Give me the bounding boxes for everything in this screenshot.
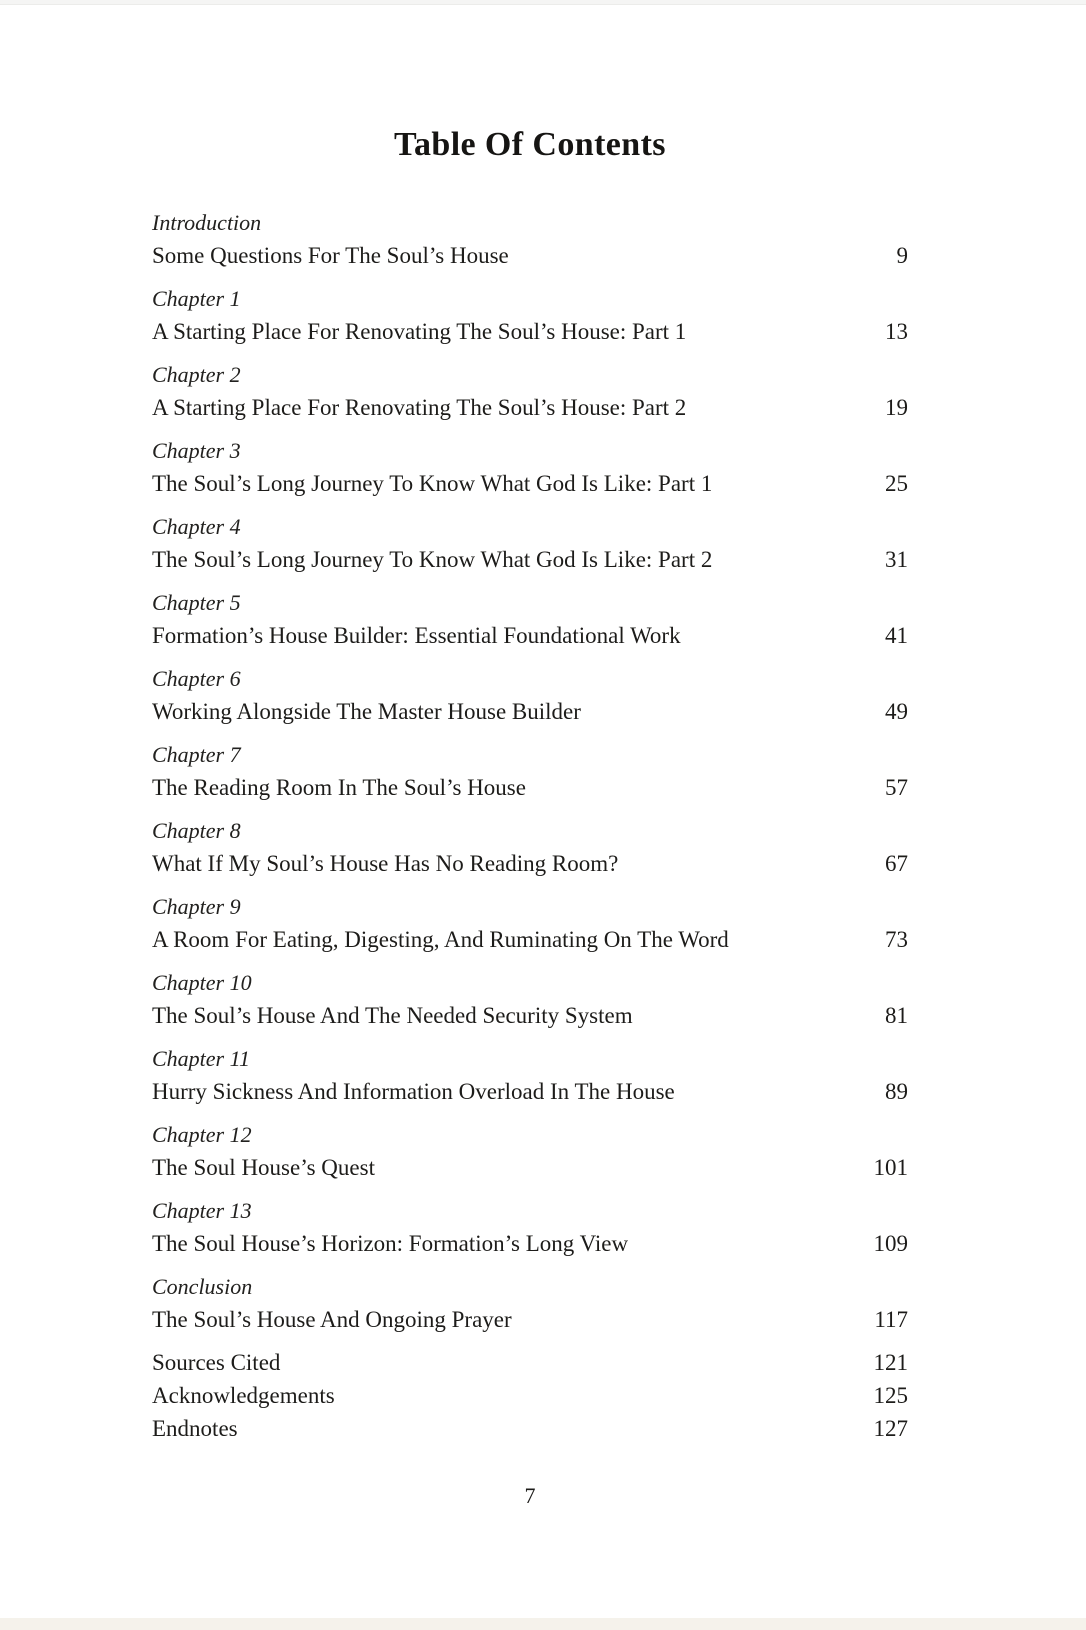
toc-entry-page: 49 — [885, 699, 908, 724]
toc-entry — [152, 586, 908, 652]
toc-entry-page: 41 — [885, 623, 908, 648]
toc-entry-title: A Room For Eating, Digesting, And Ruminating On The Word — [152, 927, 729, 952]
back-matter-row — [152, 1412, 908, 1445]
toc-entry-page: 109 — [873, 1231, 908, 1256]
toc-entry — [152, 814, 908, 880]
back-matter-list — [152, 1346, 908, 1445]
toc-entry — [152, 1194, 908, 1260]
toc-entry-title: What If My Soul’s House Has No Reading Room? — [152, 851, 619, 876]
back-matter-row — [152, 1346, 908, 1379]
toc-entry-line — [152, 315, 908, 348]
toc-entry-line — [152, 543, 908, 576]
toc-entry-title: The Soul’s House And Ongoing Prayer — [152, 1307, 512, 1332]
toc-entry-label: Chapter 4 — [152, 514, 241, 539]
back-matter-row — [152, 1379, 908, 1412]
toc-entry — [152, 966, 908, 1032]
toc-entry-page: 73 — [885, 927, 908, 952]
toc-entry — [152, 1270, 908, 1336]
toc-entry-page: 101 — [873, 1155, 908, 1180]
toc-entry-label: Chapter 1 — [152, 286, 241, 311]
toc-entry-title: Some Questions For The Soul’s House — [152, 243, 509, 268]
toc-entry-line — [152, 923, 908, 956]
toc-entry — [152, 206, 908, 272]
toc-entry-label: Chapter 5 — [152, 590, 241, 615]
toc-entry-page: 117 — [874, 1307, 908, 1332]
toc-entry-page: 31 — [885, 547, 908, 572]
toc-entry-title: The Soul’s Long Journey To Know What God Is Like: Part 1 — [152, 471, 713, 496]
toc-entry-label: Chapter 2 — [152, 362, 241, 387]
back-matter-page: 121 — [873, 1350, 908, 1375]
toc-entry — [152, 1042, 908, 1108]
toc-entry-label: Chapter 13 — [152, 1198, 252, 1223]
toc-entry-line — [152, 771, 908, 804]
toc-entry-label: Chapter 11 — [152, 1046, 250, 1071]
back-matter-title: Sources Cited — [152, 1350, 281, 1375]
toc-entry-label: Introduction — [152, 210, 262, 235]
back-matter-title: Endnotes — [152, 1416, 238, 1441]
toc-entry-line — [152, 619, 908, 652]
toc-entry-title: The Soul House’s Quest — [152, 1155, 375, 1180]
toc-entry — [152, 890, 908, 956]
back-matter-page: 127 — [873, 1416, 908, 1441]
toc-entry-page: 81 — [885, 1003, 908, 1028]
toc-entry-title: The Soul’s Long Journey To Know What God Is Like: Part 2 — [152, 547, 713, 572]
toc-entry-title: Working Alongside The Master House Builder — [152, 699, 581, 724]
toc-entry — [152, 738, 908, 804]
toc-entry — [152, 434, 908, 500]
toc-entry-page: 25 — [885, 471, 908, 496]
back-matter-page: 125 — [873, 1383, 908, 1408]
toc-entry-page: 67 — [885, 851, 908, 876]
toc-entry-label: Chapter 12 — [152, 1122, 252, 1147]
toc-entry-line — [152, 1303, 908, 1336]
toc-entry-title: The Soul House’s Horizon: Formation’s Long View — [152, 1231, 629, 1256]
toc-entry-label: Conclusion — [152, 1274, 253, 1299]
toc-entry-line — [152, 1227, 908, 1260]
toc-entry-label: Chapter 6 — [152, 666, 241, 691]
toc-entry-page: 89 — [885, 1079, 908, 1104]
page-title: Table Of Contents — [394, 126, 666, 163]
toc-entry — [152, 662, 908, 728]
toc-entry-page: 57 — [885, 775, 908, 800]
toc-entry-label: Chapter 3 — [152, 438, 241, 463]
bottom-edge-divider — [0, 1618, 1086, 1630]
toc-entry-page: 19 — [885, 395, 908, 420]
toc-list — [152, 206, 908, 1336]
toc-entry-label: Chapter 10 — [152, 970, 252, 995]
toc-entry-title: Hurry Sickness And Information Overload In The House — [152, 1079, 675, 1104]
toc-entry-line — [152, 391, 908, 424]
toc-entry-line — [152, 999, 908, 1032]
toc-entry-title: The Soul’s House And The Needed Security System — [152, 1003, 633, 1028]
toc-entry-page: 9 — [896, 243, 908, 268]
toc-entry — [152, 1118, 908, 1184]
toc-entry-line — [152, 239, 908, 272]
toc-entry — [152, 358, 908, 424]
toc-entry-line — [152, 1151, 908, 1184]
toc-entry-title: A Starting Place For Renovating The Soul’s House: Part 1 — [152, 319, 687, 344]
page-number: 7 — [524, 1483, 536, 1508]
toc-entry-label: Chapter 9 — [152, 894, 241, 919]
toc-entry-line — [152, 467, 908, 500]
toc-entry — [152, 282, 908, 348]
toc-entry-title: The Reading Room In The Soul’s House — [152, 775, 526, 800]
toc-entry-title: A Starting Place For Renovating The Soul’s House: Part 2 — [152, 395, 687, 420]
toc-entry-page: 13 — [885, 319, 908, 344]
toc-entry — [152, 510, 908, 576]
toc-page-content — [152, 0, 908, 1509]
toc-entry-line — [152, 1075, 908, 1108]
toc-entry-label: Chapter 8 — [152, 818, 241, 843]
back-matter-title: Acknowledgements — [152, 1383, 335, 1408]
toc-entry-line — [152, 847, 908, 880]
toc-entry-label: Chapter 7 — [152, 742, 241, 767]
toc-entry-line — [152, 695, 908, 728]
toc-entry-title: Formation’s House Builder: Essential Foundational Work — [152, 623, 681, 648]
